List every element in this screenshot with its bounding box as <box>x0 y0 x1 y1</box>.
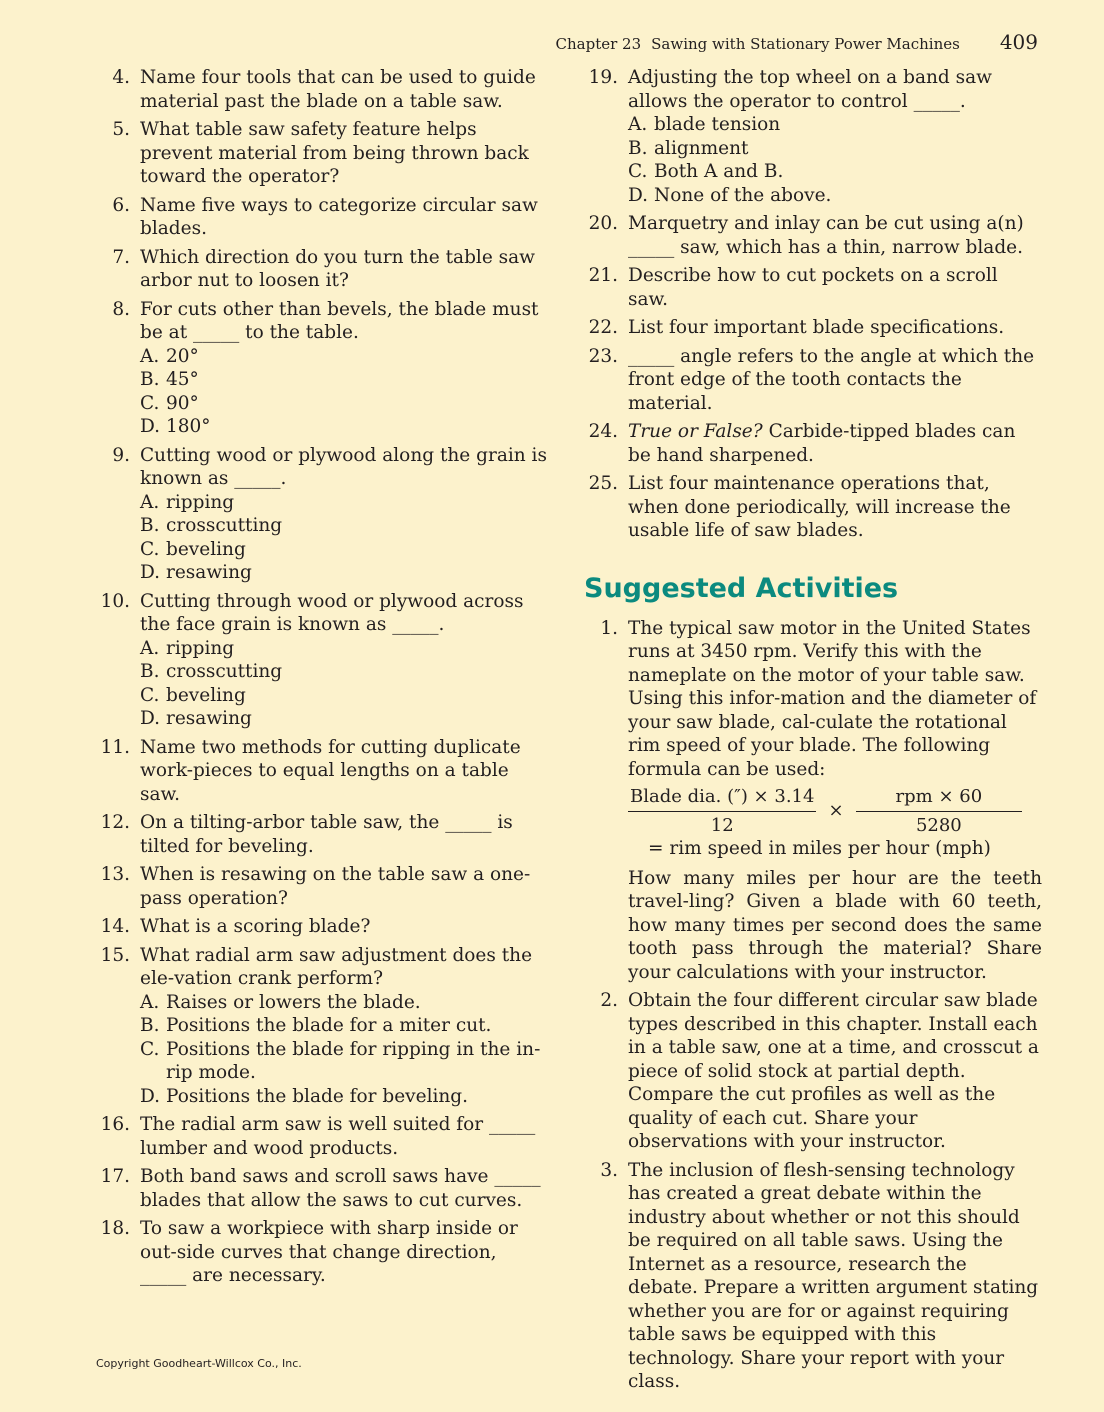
question-number: 9. <box>112 444 130 466</box>
question-content <box>618 66 1042 207</box>
chapter-label: Chapter 23 <box>555 35 642 53</box>
question-text: List four important blade specifications. <box>628 317 1005 338</box>
question-item <box>96 736 548 807</box>
answer-option <box>140 707 548 731</box>
answer-option <box>140 660 548 684</box>
question-text: Marquetry and inlay can be cut using a(n) _____ saw, which has a thin, narrow blade. <box>628 213 1024 258</box>
option-letter: A. <box>140 491 160 513</box>
question-number: 17. <box>100 1166 130 1187</box>
question-content <box>618 345 1042 416</box>
question-content <box>130 194 548 241</box>
question-content <box>130 944 548 1109</box>
option-text: 20° <box>166 345 199 367</box>
answer-option <box>628 160 1042 184</box>
question-text: What is a scoring blade? <box>140 916 371 937</box>
question-number: 14. <box>100 916 130 937</box>
answer-option <box>140 1085 548 1109</box>
question-text: Both band saws and scroll saws have _____ blades that allow the saws to cut curves. <box>140 1166 541 1211</box>
question-content <box>130 1113 548 1160</box>
question-number: 8. <box>112 298 130 320</box>
option-text: Raises or lowers the blade. <box>166 991 421 1013</box>
answer-option <box>140 1014 548 1038</box>
answer-option <box>140 1038 548 1085</box>
formula-result: = rim speed in miles per hour (mph) <box>648 838 991 859</box>
option-text: 180° <box>166 416 211 437</box>
question-number: 24. <box>588 421 618 442</box>
question-number: 12. <box>100 812 130 833</box>
chapter-title: Sawing with Stationary Power Machines <box>651 35 960 53</box>
question-item <box>96 194 548 241</box>
option-text: resawing <box>166 562 252 583</box>
question-number: 15. <box>100 944 130 966</box>
option-letter: C. <box>140 1038 160 1060</box>
question-content <box>618 264 1042 311</box>
question-content <box>130 863 548 910</box>
option-text: crosscutting <box>166 515 283 536</box>
question-item <box>96 944 548 1109</box>
answer-option <box>140 684 548 708</box>
formula-numerator-2: rpm × 60 <box>856 785 1023 812</box>
option-text: crosscutting <box>166 661 283 682</box>
question-text: Name four tools that can be used to guide material past the blade on a table saw. <box>140 67 536 112</box>
formula-times: × <box>828 800 844 822</box>
activity-text: The typical saw motor in the United States runs at 3450 rpm. Verify this with the nameplate on the motor of your table saw. Using this infor-mation and the diameter of your saw blade, cal-culate the rotational rim speed of your blade. The following formula can be used: <box>628 617 1037 780</box>
question-content <box>130 246 548 293</box>
option-text: beveling <box>166 538 246 560</box>
activity-number: 3. <box>600 1159 618 1181</box>
question-item <box>96 811 548 858</box>
answer-option <box>140 991 548 1015</box>
option-text: 45° <box>166 369 199 390</box>
page-header <box>556 30 1038 54</box>
question-content <box>618 472 1042 543</box>
answer-option <box>140 415 548 439</box>
question-text <box>628 420 1042 467</box>
question-text: When is resawing on the table saw a one-pass operation? <box>140 864 531 909</box>
activity-number: 2. <box>600 990 618 1011</box>
answer-option <box>140 514 548 538</box>
question-content <box>130 66 548 113</box>
option-letter: C. <box>140 392 160 414</box>
question-number: 10. <box>100 590 130 612</box>
question-item <box>584 472 1042 543</box>
question-text: Cutting wood or plywood along the grain is known as _____. <box>140 444 547 489</box>
activity-item <box>584 617 1042 985</box>
question-text: Cutting through wood or plywood across the face grain is known as _____. <box>140 590 524 635</box>
option-text: blade tension <box>654 114 781 135</box>
option-text: alignment <box>654 137 749 159</box>
question-number: 11. <box>100 736 130 758</box>
question-item <box>584 316 1042 340</box>
question-item <box>584 345 1042 416</box>
option-letter: B. <box>628 137 648 159</box>
activity-item <box>584 989 1042 1154</box>
copyright-footer: Copyright Goodheart-Willcox Co., Inc. <box>96 1357 302 1370</box>
answer-option <box>628 113 1042 137</box>
question-item <box>96 915 548 939</box>
true-false-prefix: True or False? <box>628 421 763 442</box>
question-content <box>130 811 548 858</box>
answer-option <box>628 137 1042 161</box>
formula-numerator-1: Blade dia. (″) × 3.14 <box>628 785 816 812</box>
question-text: Name five ways to categorize circular saw blades. <box>140 194 538 239</box>
answer-option <box>628 184 1042 208</box>
option-letter: C. <box>628 161 648 182</box>
question-number: 7. <box>112 246 130 268</box>
option-letter: B. <box>140 515 160 536</box>
option-text: Positions the blade for a miter cut. <box>166 1015 492 1036</box>
question-content <box>130 118 548 189</box>
option-text: resawing <box>166 708 252 729</box>
question-number: 20. <box>588 213 618 234</box>
question-number: 22. <box>588 317 618 338</box>
question-text: List four maintenance operations that, when done periodically, will increase the usable life of saw blades. <box>628 473 1011 541</box>
activity-text: The inclusion of flesh-sensing technology has created a great debate within the industry about whether or not this should be required on all table saws. Using the Internet as a resource, research the debate. Prepare a written argument stating whether you are for or against requiring table saws be equipped with this technology. Share your report with your class. <box>628 1159 1039 1392</box>
question-content <box>130 298 548 439</box>
formula-denominator-1: 12 <box>710 814 734 836</box>
option-letter: D. <box>140 562 161 583</box>
question-text: To saw a workpiece with sharp inside or out-side curves that change direction, _____ are necessary. <box>140 1218 518 1286</box>
question-text: What table saw safety feature helps prevent material from being thrown back toward the operator? <box>140 119 529 187</box>
option-text: None of the above. <box>654 184 832 206</box>
question-item <box>96 1217 548 1288</box>
answer-option <box>140 392 548 416</box>
question-item <box>96 1165 548 1212</box>
question-item <box>96 246 548 293</box>
option-letter: D. <box>140 708 161 729</box>
question-item <box>584 420 1042 467</box>
question-number: 5. <box>112 119 130 140</box>
question-item <box>96 444 548 585</box>
option-letter: A. <box>140 345 160 367</box>
formula-fraction-2 <box>856 785 1023 837</box>
question-text: On a tilting-arbor table saw, the _____ is tilted for beveling. <box>140 812 513 857</box>
question-text: Describe how to cut pockets on a scroll saw. <box>628 265 998 310</box>
answer-option <box>140 491 548 515</box>
question-content <box>130 590 548 731</box>
activity-followup: How many miles per hour are the teeth travel-ling? Given a blade with 60 teeth, how many times per second does the same tooth pass through the material? Share your calculations with your instructor. <box>628 867 1042 983</box>
formula-denominator-2: 5280 <box>915 814 962 836</box>
answer-option <box>140 368 548 392</box>
question-content <box>130 736 548 807</box>
option-letter: C. <box>140 684 160 706</box>
question-number: 16. <box>100 1114 130 1135</box>
answer-option <box>140 538 548 562</box>
option-text: Positions the blade for ripping in the in-rip mode. <box>166 1038 541 1083</box>
option-letter: B. <box>140 661 160 682</box>
option-letter: B. <box>140 1015 160 1036</box>
question-content <box>130 1165 548 1212</box>
option-letter: D. <box>628 184 649 206</box>
formula-fraction-1 <box>628 785 816 837</box>
option-text: 90° <box>166 392 199 414</box>
review-questions-continued <box>584 66 1042 543</box>
activity-number: 1. <box>600 617 618 639</box>
question-number: 23. <box>588 345 618 367</box>
answer-option <box>140 561 548 585</box>
activity-text: Obtain the four different circular saw blade types described in this chapter. Install each in a table saw, one at a time, and crosscut a piece of solid stock at partial depth. Compare the cut profiles as well as the quality of each cut. Share your observations with your instructor. <box>628 990 1039 1152</box>
left-column <box>96 66 548 1293</box>
question-number: 25. <box>588 473 618 494</box>
question-content <box>130 1217 548 1288</box>
option-letter: B. <box>140 369 160 390</box>
question-item <box>96 118 548 189</box>
question-content <box>130 444 548 585</box>
question-item <box>96 1113 548 1160</box>
question-item <box>96 298 548 439</box>
question-item <box>584 212 1042 259</box>
question-item <box>96 863 548 910</box>
right-column <box>584 66 1042 1399</box>
question-item <box>584 264 1042 311</box>
page-number: 409 <box>999 30 1038 54</box>
option-text: Both A and B. <box>654 161 784 182</box>
option-letter: C. <box>140 538 160 560</box>
question-text: Adjusting the top wheel on a band saw allows the operator to control _____. <box>628 67 992 112</box>
question-text: The radial arm saw is well suited for _____ lumber and wood products. <box>140 1114 536 1159</box>
answer-option <box>140 637 548 661</box>
option-letter: A. <box>140 991 160 1013</box>
question-item <box>96 590 548 731</box>
question-number: 21. <box>588 265 618 286</box>
question-text: Name two methods for cutting duplicate work-pieces to equal lengths on a table saw. <box>140 736 521 805</box>
answer-option <box>140 345 548 369</box>
option-text: beveling <box>166 684 246 706</box>
question-text: For cuts other than bevels, the blade must be at _____ to the table. <box>140 298 539 343</box>
question-content <box>618 212 1042 259</box>
option-text: Positions the blade for beveling. <box>166 1085 469 1107</box>
question-stem: Carbide-tipped blades can be hand sharpened. <box>628 421 1016 466</box>
question-text: Which direction do you turn the table saw arbor nut to loosen it? <box>140 246 536 291</box>
question-content <box>618 316 1042 340</box>
section-heading: Suggested Activities <box>584 572 899 604</box>
question-number: 18. <box>100 1218 130 1239</box>
question-number: 4. <box>112 67 130 88</box>
question-item <box>584 66 1042 207</box>
option-text: ripping <box>166 491 235 513</box>
rim-speed-formula <box>628 785 1042 837</box>
question-number: 13. <box>100 864 130 885</box>
question-number: 19. <box>588 67 618 88</box>
question-item <box>96 66 548 113</box>
question-number: 6. <box>112 194 130 216</box>
question-text: _____ angle refers to the angle at which the front edge of the tooth contacts the material. <box>628 345 1035 414</box>
question-text: What radial arm saw adjustment does the ele-vation crank perform? <box>140 944 533 989</box>
activity-item <box>584 1159 1042 1394</box>
question-content <box>130 915 548 939</box>
option-letter: D. <box>140 1085 161 1107</box>
option-letter: D. <box>140 416 161 437</box>
question-content <box>618 420 1042 467</box>
option-letter: A. <box>628 114 648 135</box>
option-text: ripping <box>166 637 235 659</box>
option-letter: A. <box>140 637 160 659</box>
